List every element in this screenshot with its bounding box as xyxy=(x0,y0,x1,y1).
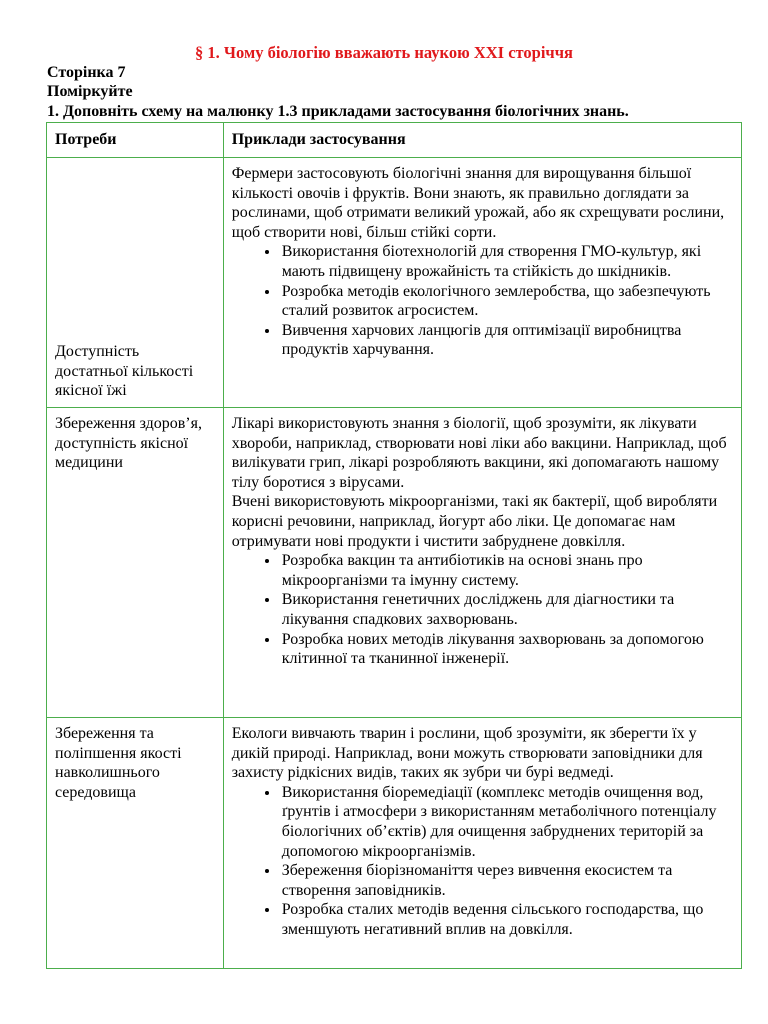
list-item: • Використання біоремедіації (комплекс методів очищення вод, ґрунтів і атмосфери з використанням метаболічного потенціалу біологічних об’єктів) для очищення забруднених територій за допомогою мікроорганізмів. xyxy=(280,783,733,861)
example-paragraph: Екологи вивчають тварин і рослини, щоб зрозуміти, як зберегти їх у дикій природі. Наприклад, вони можуть створювати заповідники для захисту рідкісних видів, таких як зубри чи бурі ведмеді. xyxy=(231,725,703,782)
list-item: • Розробка нових методів лікування захворювань за допомогою клітинної та тканинної інженерії. xyxy=(280,630,733,669)
list-item: • Розробка методів екологічного землеробства, що забезпечують сталий розвиток агросистем. xyxy=(280,282,733,321)
header-needs: Потреби xyxy=(47,123,224,158)
list-item: • Розробка сталих методів ведення сільського господарства, що зменшують негативний вплив на довкілля. xyxy=(280,900,733,939)
example-list xyxy=(232,242,733,360)
examples-cell xyxy=(223,408,741,718)
need-cell: Збереження та поліпшення якості навколишнього середовища xyxy=(47,718,224,969)
example-paragraph: Лікарі використовують знання з біології, щоб зрозуміти, як лікувати хвороби, наприклад, створювати нові ліки або вакцини. Наприклад, щоб вилікувати грип, лікарі розробляють вакцини, які допомагають нашому тілу боротися з вірусами. xyxy=(231,415,727,491)
section-heading: § 1. Чому біологію вважають наукою XXI сторіччя xyxy=(195,43,573,62)
table-row xyxy=(47,408,742,718)
section-label: Поміркуйте xyxy=(47,83,133,100)
example-paragraph: Фермери застосовують біологічні знання для вирощування більшої кількості овочів і фруктів. Вони знають, як правильно доглядати за рослинами, щоб отримати великий урожай, або як схрещувати рослини, щоб створити нові, більш стійкі сорти. xyxy=(231,165,725,241)
table-row xyxy=(47,158,742,408)
need-cell: Збереження здоров’я, доступність якісної медицини xyxy=(47,408,224,718)
list-item: • Збереження біорізноманіття через вивчення екосистем та створення заповідників. xyxy=(280,861,733,900)
list-item: • Використання генетичних досліджень для діагностики та лікування спадкових захворювань. xyxy=(280,590,733,629)
need-cell: Доступність достатньої кількості якісної їжі xyxy=(47,158,224,408)
example-list xyxy=(232,783,733,940)
example-paragraph: Вчені використовують мікроорганізми, такі як бактерії, щоб виробляти корисні речовини, наприклад, йогурт або ліки. Це допомагає нам отримувати нові продукти і чистити забруднене довкілля. xyxy=(231,493,718,550)
example-list xyxy=(232,551,733,669)
table-row xyxy=(47,718,742,969)
examples-cell xyxy=(223,158,741,408)
list-item: • Розробка вакцин та антибіотиків на основі знань про мікроорганізми та імунну систему. xyxy=(280,551,733,590)
examples-cell xyxy=(223,718,741,969)
table-header-row xyxy=(47,123,742,158)
list-item: • Використання біотехнологій для створення ГМО-культур, які мають підвищену врожайність та стійкість до шкідників. xyxy=(280,242,733,281)
header-examples: Приклади застосування xyxy=(223,123,741,158)
list-item: • Вивчення харчових ланцюгів для оптимізації виробництва продуктів харчування. xyxy=(280,321,733,360)
task-text: 1. Доповніть схему на малюнку 1.3 прикладами застосування біологічних знань. xyxy=(47,103,629,120)
page-label: Сторінка 7 xyxy=(47,64,126,81)
applications-table xyxy=(46,122,742,969)
